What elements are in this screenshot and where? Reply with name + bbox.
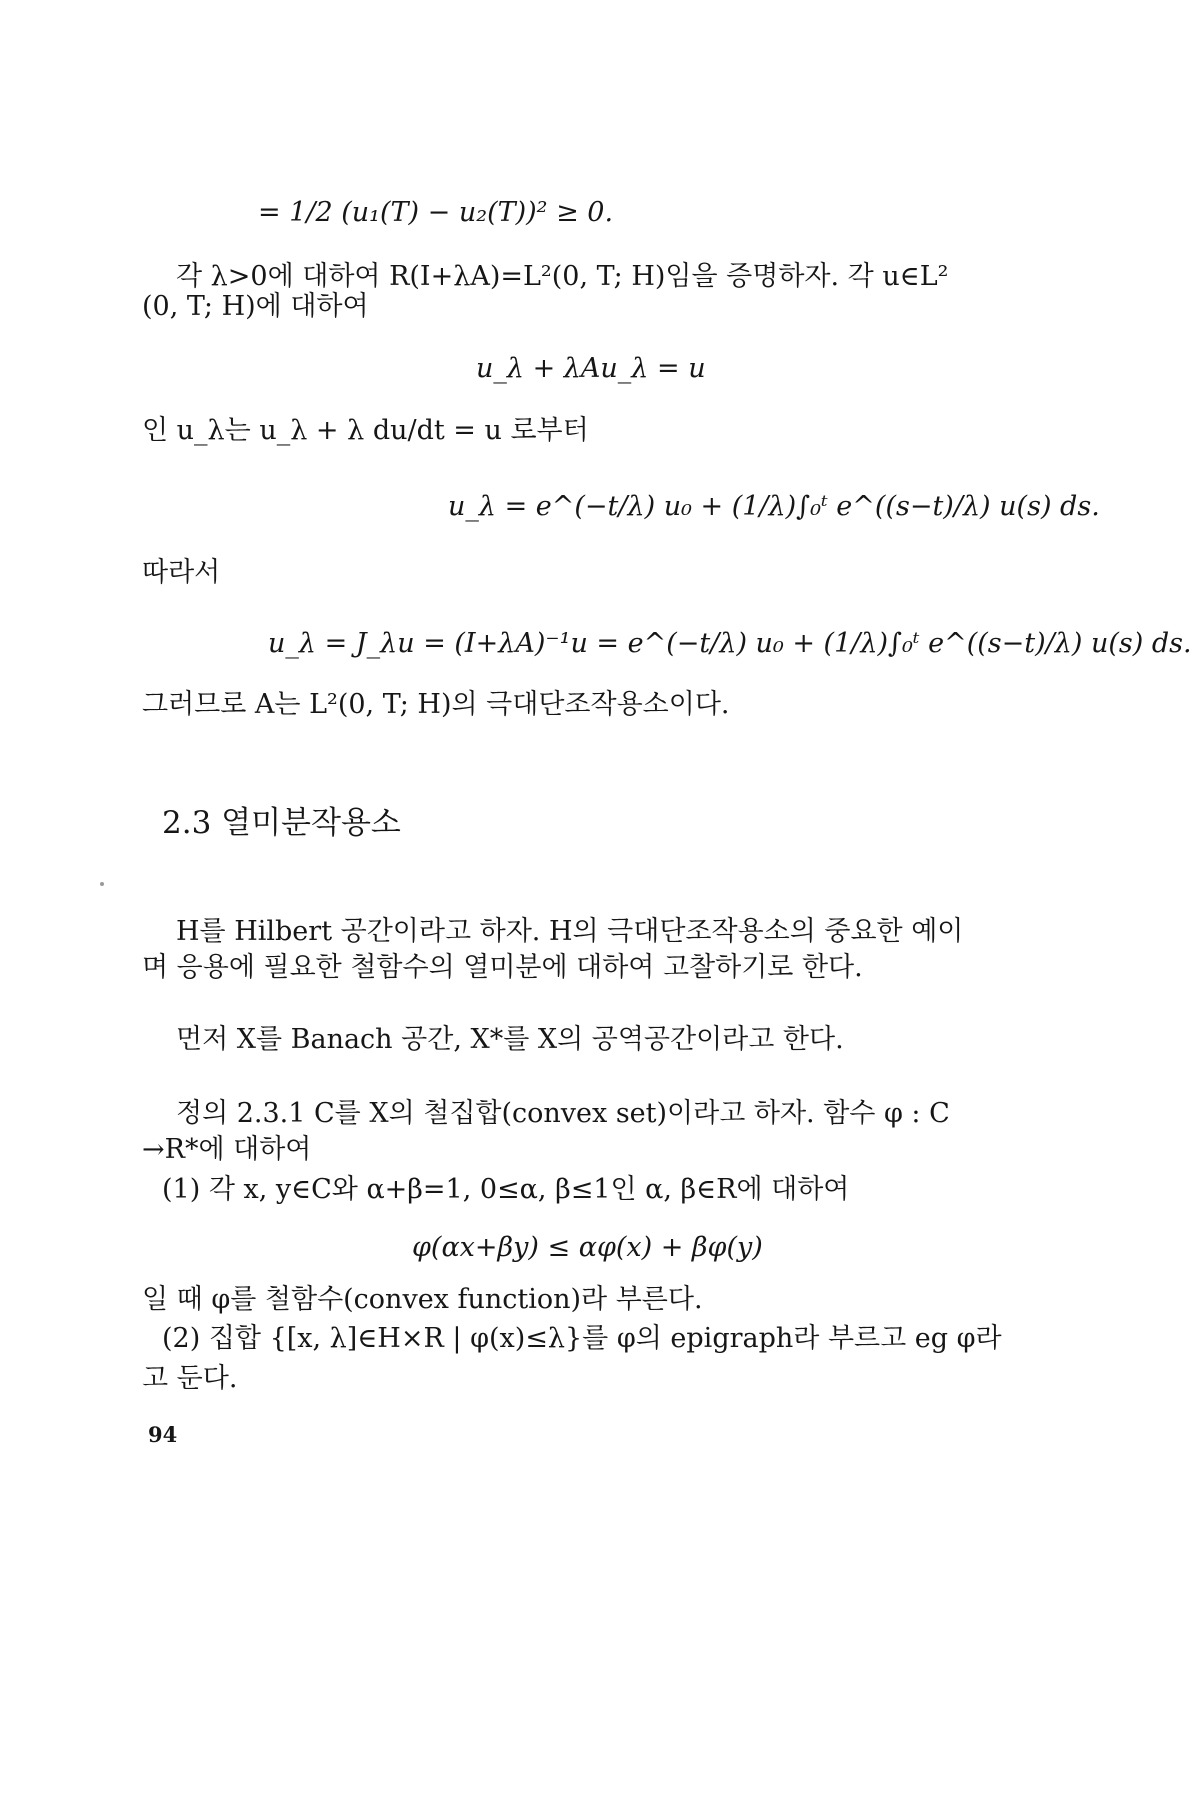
scan-speck (100, 882, 104, 886)
book-page: = 1/2 (u₁(T) − u₂(T))² ≥ 0. 각 λ>0에 대하여 R(I+λA)=L²(0, T; H)임을 증명하자. 각 u∈L² (0, T; H)에 대하여 u_λ + λAu_λ = u 인 u_λ는 u_λ + λ du/dt = u 로부터 u_λ = e^(−t/λ) u₀ + (1/λ)∫₀ᵗ e^((s−t)/λ) u(s) ds. 따라서 u_λ = J_λu = (I+λA)⁻¹u = e^(−t/λ) u₀ + (1/λ)∫₀ᵗ e^((s−t)/λ) u(s) ds. 그러므로 A는 L²(0, T; H)의 극대단조작용소이다. 2.3 열미분작용소 H를 Hilbert 공간이라고 하자. H의 극대단조작용소의 중요한 예이 며 응용에 필요한 철함수의 열미분에 대하여 고찰하기로 한다. 먼저 X를 Banach 공간, X*를 X의 공역공간이라고 한다. 정의 2.3.1 C를 X의 철집합(convex set)이라고 하자. 함수 φ : C →R*에 대하여 (1) 각 x, y∈C와 α+β=1, 0≤α, β≤1인 α, β∈R에 대하여 φ(αx+βy) ≤ αφ(x) + βφ(y) 일 때 φ를 철함수(convex function)라 부른다. (2) 집합 {[x, λ]∈H×R | φ(x)≤λ}를 φ의 epigraph라 부르고 eg φ라 고 둔다. 94 (0, 0, 1200, 1800)
